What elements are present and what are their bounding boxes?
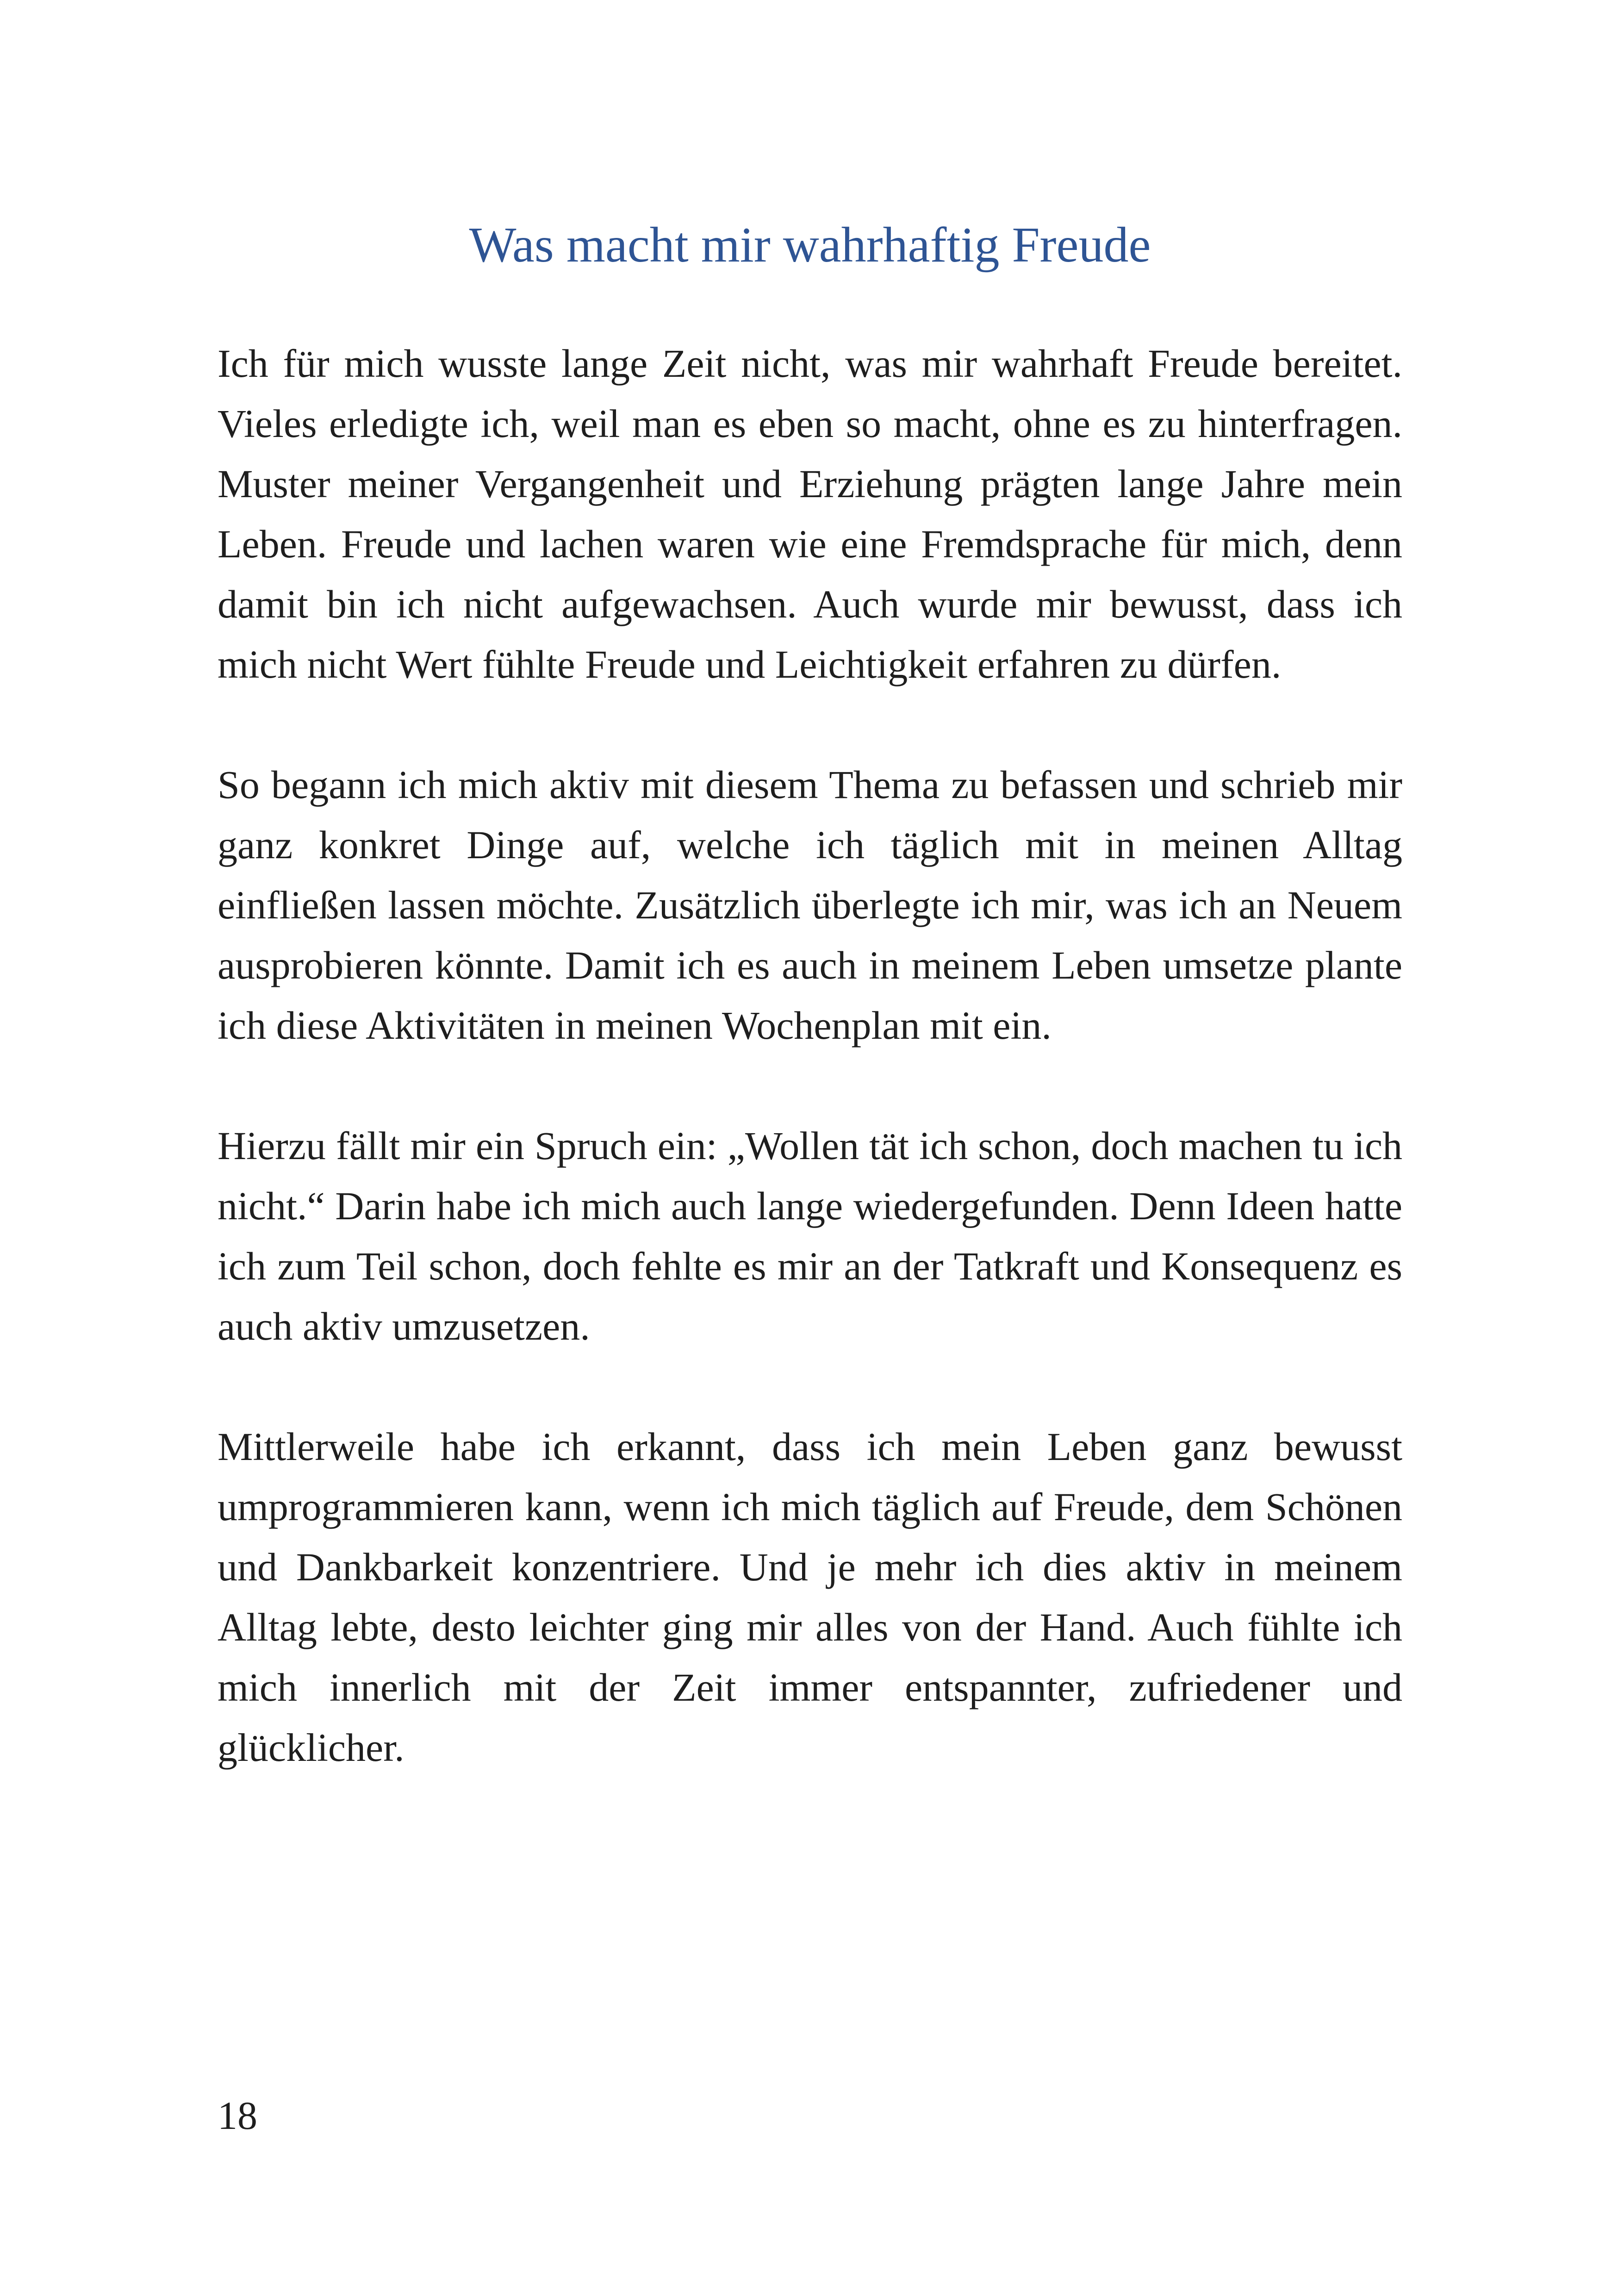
chapter-title: Was macht mir wahrhaftig Freude bbox=[469, 218, 1151, 273]
page-number: 18 bbox=[218, 2093, 257, 2138]
paragraph-2: So begann ich mich aktiv mit diesem Thema zu befassen und schrieb mir ganz konkret Dinge auf, welche ich täglich mit in meinen Alltag einfließen lassen möchte. Zusätzlich überlegte ich mir, was ich an Neuem ausprobieren könnte. Damit ich es auch in meinem Leben umsetze plante ich diese Aktivitäten in meinen Wochenplan mit ein. bbox=[218, 762, 1402, 1048]
body-text bbox=[218, 333, 1402, 1838]
paragraph-1: Ich für mich wusste lange Zeit nicht, was mir wahrhaft Freude bereitet. Vieles erledigte ich, weil man es eben so macht, ohne es zu hinterfragen. Muster meiner Vergangenheit und Erziehung prägten lange Jahre mein Leben. Freude und lachen waren wie eine Fremdsprache für mich, denn damit bin ich nicht aufgewachsen. Auch wurde mir bewusst, dass ich mich nicht Wert fühlte Freude und Leichtigkeit erfahren zu dürfen. bbox=[218, 341, 1402, 686]
paragraph-4: Mittlerweile habe ich erkannt, dass ich mein Leben ganz bewusst umprogrammieren kann, wenn ich mich täglich auf Freude, dem Schönen und Dankbarkeit konzentriere. Und je mehr ich dies aktiv in meinem Alltag lebte, desto leichter ging mir alles von der Hand. Auch fühlte ich mich innerlich mit der Zeit immer entspannter, zufriedener und glücklicher. bbox=[218, 1424, 1402, 1770]
paragraph-3: Hierzu fällt mir ein Spruch ein: „Wollen tät ich schon, doch machen tu ich nicht.“ Darin habe ich mich auch lange wiedergefunden. Denn Ideen hatte ich zum Teil schon, doch fehlte es mir an der Tatkraft und Konsequenz es auch aktiv umzusetzen. bbox=[218, 1123, 1402, 1348]
